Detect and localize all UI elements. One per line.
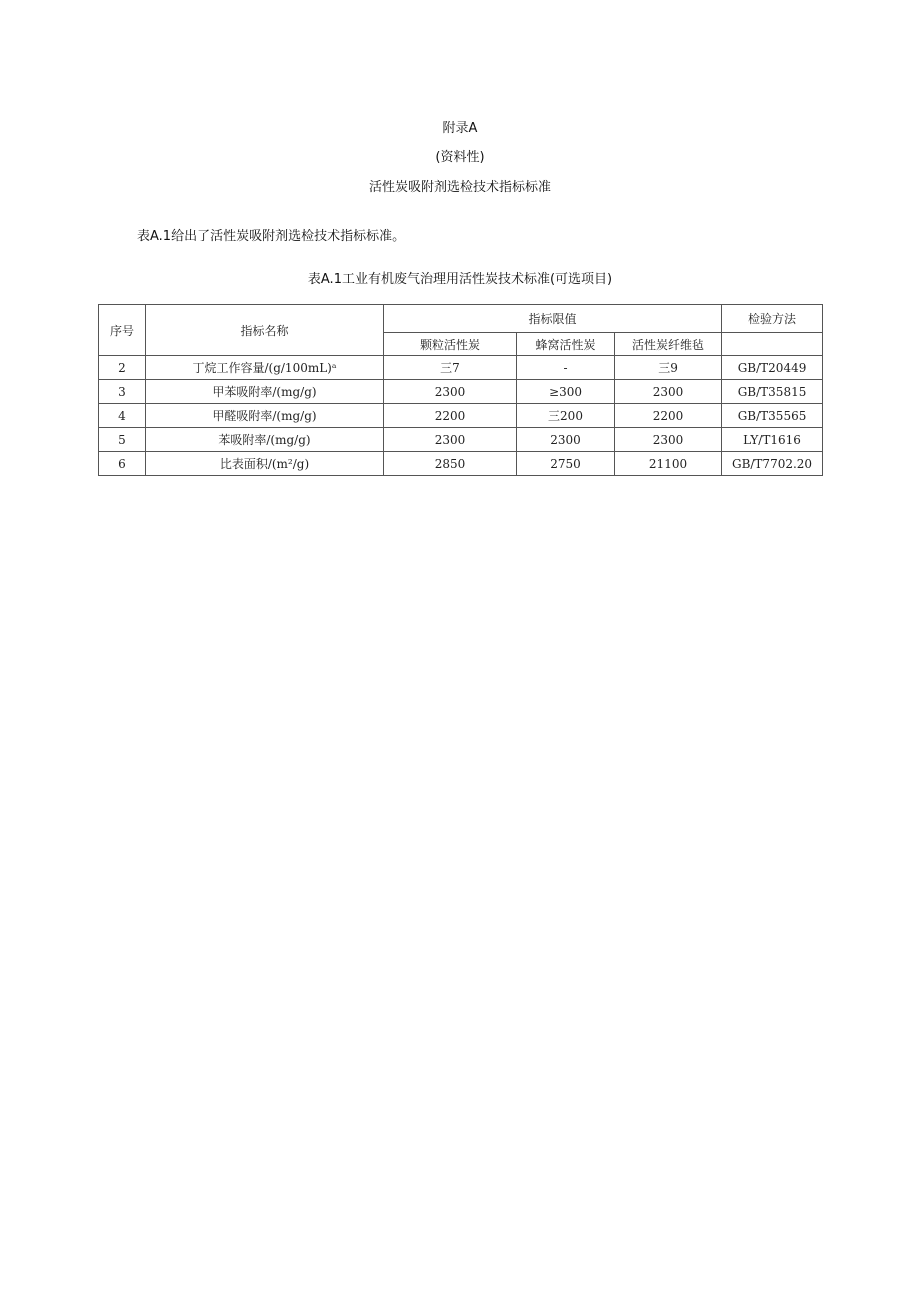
cell-index: 4 — [99, 404, 146, 428]
cell-felt: 三9 — [615, 356, 722, 380]
cell-honeycomb: ≥300 — [517, 380, 615, 404]
cell-granular: 2850 — [384, 452, 517, 476]
cell-felt: 21100 — [615, 452, 722, 476]
table-row — [99, 380, 823, 404]
header-name: 指标名称 — [146, 305, 384, 356]
header-felt: 活性炭纤维毡 — [615, 333, 722, 356]
cell-name: 丁烷工作容量/(g/100mL)ᵃ — [146, 356, 384, 380]
intro-paragraph: 表A.1给出了活性炭吸附剂选检技术指标标准。 — [137, 229, 406, 244]
header-index: 序号 — [99, 305, 146, 356]
cell-felt: 2300 — [615, 428, 722, 452]
cell-method: GB/T7702.20 — [722, 452, 823, 476]
cell-index: 6 — [99, 452, 146, 476]
cell-honeycomb: 三200 — [517, 404, 615, 428]
cell-name: 甲醛吸附率/(mg/g) — [146, 404, 384, 428]
table-row — [99, 404, 823, 428]
cell-index: 2 — [99, 356, 146, 380]
table-caption: 表A.1工业有机废气治理用活性炭技术标准(可选项目) — [307, 272, 613, 287]
cell-granular: 2300 — [384, 428, 517, 452]
header-method: 检验方法 — [722, 305, 823, 333]
cell-felt: 2300 — [615, 380, 722, 404]
cell-method: GB/T35815 — [722, 380, 823, 404]
table-row — [99, 356, 823, 380]
appendix-nature: (资料性) — [435, 150, 485, 165]
cell-honeycomb: 2750 — [517, 452, 615, 476]
cell-name: 苯吸附率/(mg/g) — [146, 428, 384, 452]
table-row — [99, 452, 823, 476]
cell-honeycomb: 2300 — [517, 428, 615, 452]
header-honeycomb: 蜂窝活性炭 — [517, 333, 615, 356]
appendix-label: 附录A — [442, 121, 478, 136]
table-row — [99, 428, 823, 452]
cell-granular: 2200 — [384, 404, 517, 428]
appendix-title: 活性炭吸附剂选检技术指标标准 — [368, 180, 551, 195]
cell-index: 5 — [99, 428, 146, 452]
cell-honeycomb: - — [517, 356, 615, 380]
cell-granular: 2300 — [384, 380, 517, 404]
table-header-row — [99, 305, 823, 333]
cell-felt: 2200 — [615, 404, 722, 428]
spec-table — [98, 304, 823, 476]
cell-name: 甲苯吸附率/(mg/g) — [146, 380, 384, 404]
cell-granular: 三7 — [384, 356, 517, 380]
cell-method: GB/T35565 — [722, 404, 823, 428]
header-limits: 指标限值 — [384, 305, 722, 333]
cell-name: 比表面积/(m²/g) — [146, 452, 384, 476]
cell-method: LY/T1616 — [722, 428, 823, 452]
cell-index: 3 — [99, 380, 146, 404]
header-method-blank — [722, 333, 823, 356]
header-granular: 颗粒活性炭 — [384, 333, 517, 356]
cell-method: GB/T20449 — [722, 356, 823, 380]
